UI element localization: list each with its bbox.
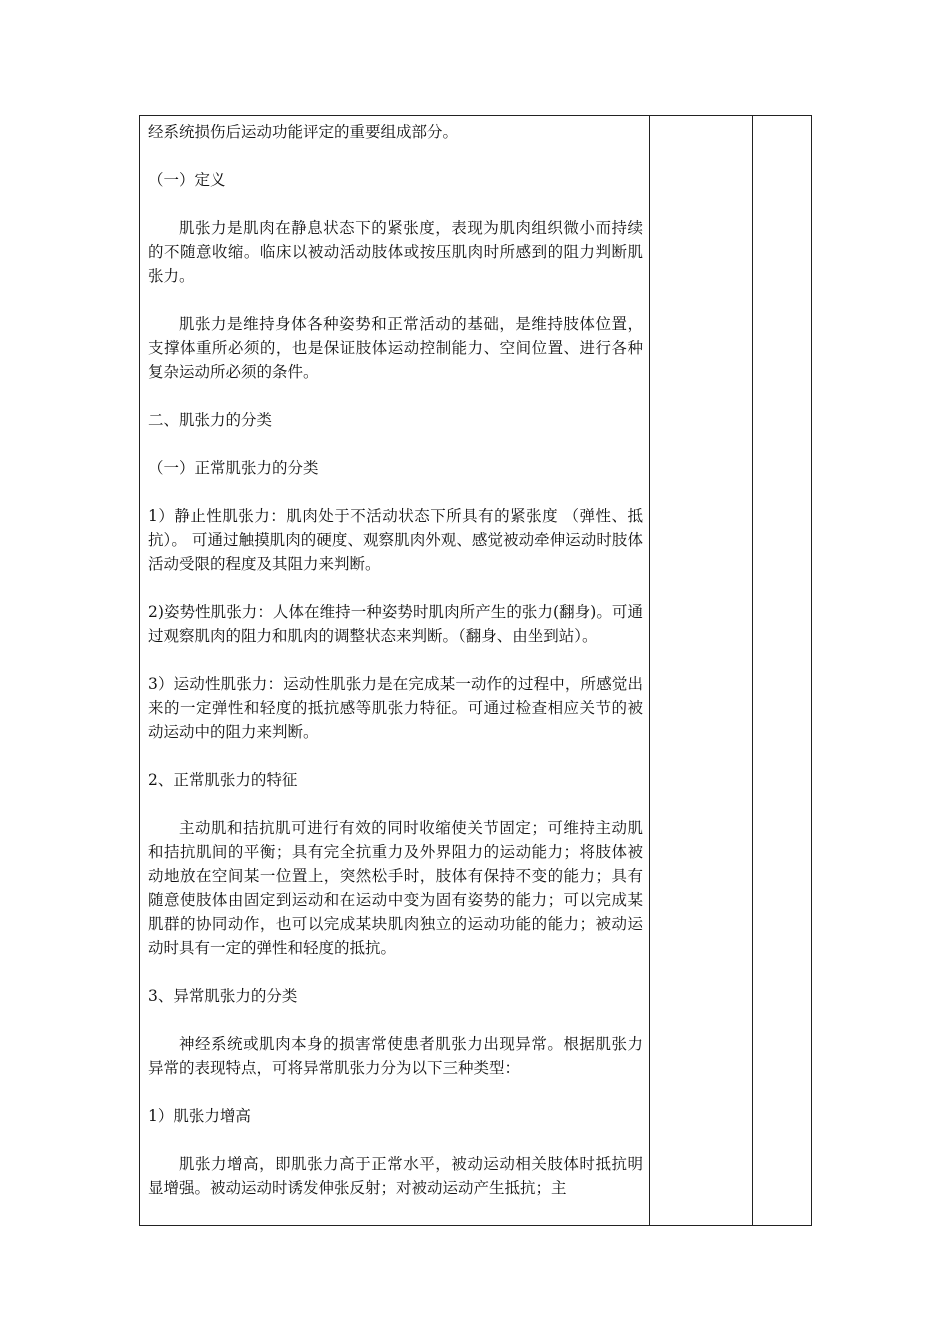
- paragraph-11: 3、异常肌张力的分类: [148, 987, 298, 1005]
- paragraph-12: 神经系统或肌肉本身的损害常使患者肌张力出现异常。根据肌张力异常的表现特点，可将异常肌张力分为以下三种类型：: [148, 1035, 643, 1077]
- paragraph-13: 1）肌张力增高: [148, 1107, 251, 1125]
- paragraph-6: 1）静止性肌张力：肌肉处于不活动状态下所具有的紧张度 （弹性、抵抗）。 可通过触摸肌肉的硬度、观察肌肉外观、感觉被动牵伸运动时肢体活动受限的程度及其阻力来判断。: [148, 507, 643, 573]
- document-table: [139, 115, 812, 1226]
- paragraph-8: 3）运动性肌张力：运动性肌张力是在完成某一动作的过程中，所感觉出来的一定弹性和轻度的抵抗感等肌张力特征。可通过检查相应关节的被动运动中的阻力来判断。: [148, 675, 643, 741]
- paragraph-10: 主动肌和拮抗肌可进行有效的同时收缩使关节固定；可维持主动肌和拮抗肌间的平衡；具有完全抗重力及外界阻力的运动能力；将肢体被动地放在空间某一位置上，突然松手时，肢体有保持不变的能力；具有随意使肢体由固定到运动和在运动中变为固有姿势的能力；可以完成某肌群的协同动作，也可以完成某块肌肉独立的运动功能的能力；被动运动时具有一定的弹性和轻度的抵抗。: [148, 819, 643, 957]
- paragraph-14: 肌张力增高，即肌张力高于正常水平，被动运动相关肢体时抵抗明显增强。被动运动时诱发伸张反射；对被动运动产生抵抗；主: [148, 1155, 643, 1197]
- paragraph-5: （一）正常肌张力的分类: [148, 459, 319, 477]
- blank-column-middle: [650, 116, 753, 1225]
- paragraph-4: 二、肌张力的分类: [148, 411, 273, 429]
- content-column: [140, 116, 650, 1225]
- blank-column-right: [753, 116, 811, 1225]
- paragraph-1: （一）定义: [148, 171, 226, 189]
- paragraph-0: 经系统损伤后运动功能评定的重要组成部分。: [148, 123, 459, 141]
- paragraph-9: 2、正常肌张力的特征: [148, 771, 298, 789]
- paragraph-2: 肌张力是肌肉在静息状态下的紧张度，表现为肌肉组织微小而持续的不随意收缩。临床以被动活动肢体或按压肌肉时所感到的阻力判断肌张力。: [148, 219, 643, 285]
- paragraph-7: 2)姿势性肌张力：人体在维持一种姿势时肌肉所产生的张力(翻身)。可通过观察肌肉的阻力和肌肉的调整状态来判断。（翻身、由坐到站）。: [148, 603, 643, 645]
- paragraph-3: 肌张力是维持身体各种姿势和正常活动的基础，是维持肢体位置，支撑体重所必须的，也是保证肢体运动控制能力、空间位置、进行各种复杂运动所必须的条件。: [148, 315, 643, 381]
